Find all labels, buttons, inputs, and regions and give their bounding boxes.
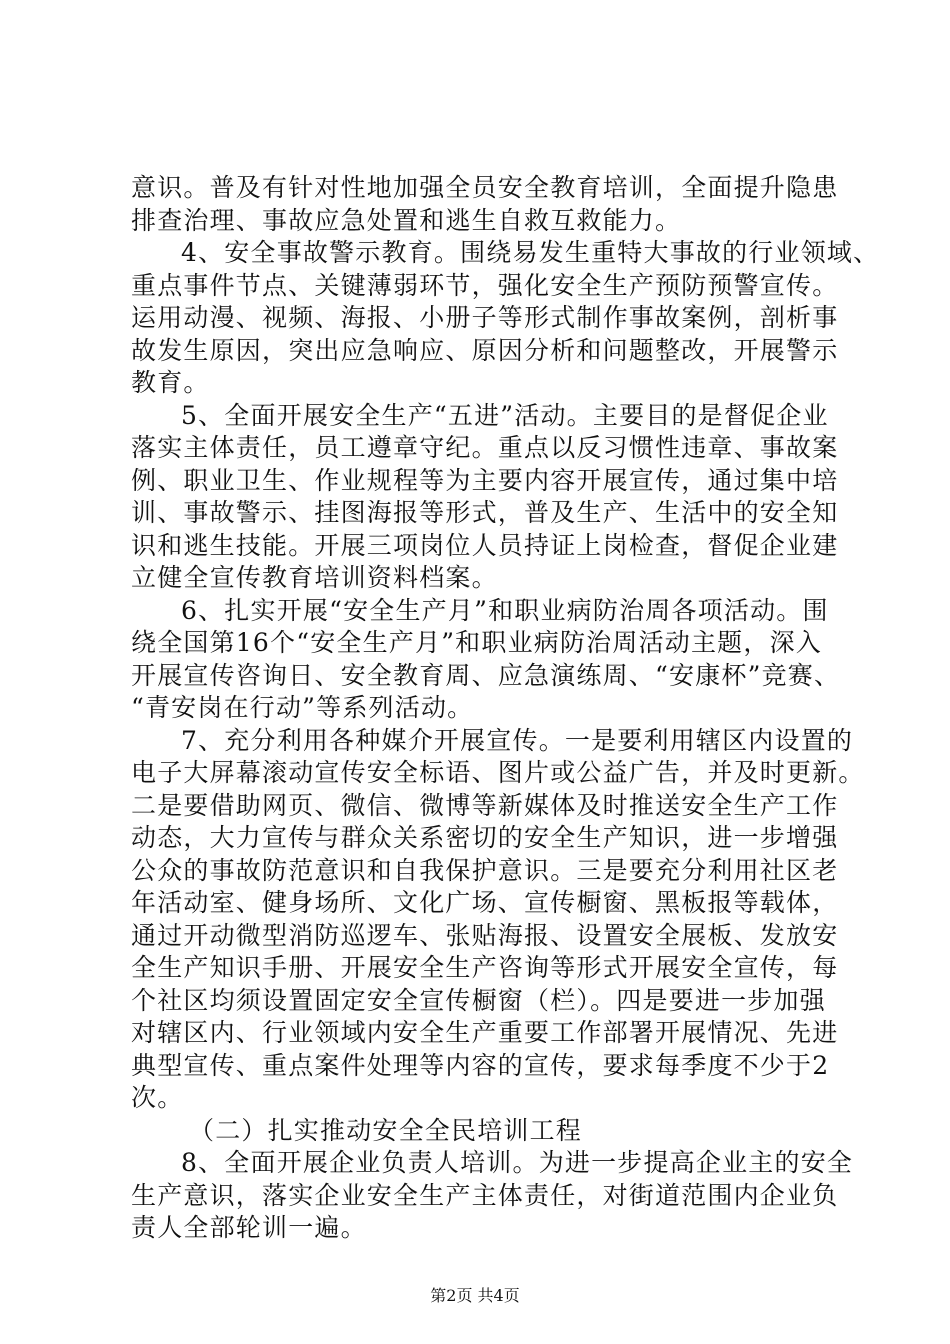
page-footer: 第2页 共4页: [430, 1286, 520, 1305]
text-line: 例、职业卫生、作业规程等为主要内容开展宣传，通过集中培: [131, 465, 839, 495]
paragraph-4-heading: 4、安全事故警示教育。围绕易发生重特大事故的行业领域、: [181, 238, 880, 267]
text-line: 次。: [131, 1083, 184, 1112]
text-line: 通过开动微型消防巡逻车、张贴海报、设置安全展板、发放安: [131, 920, 839, 950]
text-line: 动态，大力宣传与群众关系密切的安全生产知识，进一步增强: [131, 823, 839, 852]
text-line: 立健全宣传教育培训资料档案。: [131, 563, 498, 592]
paragraph-6-heading: 6、扎实开展“安全生产月”和职业病防治周各项活动。围: [181, 595, 829, 625]
text-line: 训、事故警示、挂图海报等形式，普及生产、生活中的安全知: [131, 498, 839, 527]
text-line: 意识。普及有针对性地加强全员安全教育培训，全面提升隐患: [131, 173, 839, 202]
text-line: 运用动漫、视频、海报、小册子等形式制作事故案例，剖析事: [131, 303, 839, 332]
text-line: 年活动室、健身场所、文化广场、宣传橱窗、黑板报等载体，: [131, 888, 839, 917]
document-body: [131, 172, 880, 1245]
text-line: 个社区均须设置固定安全宣传橱窗（栏）。四是要进一步加强: [131, 985, 826, 1015]
paragraph-8-heading: 8、全面开展企业负责人培训。为进一步提高企业主的安全: [181, 1148, 854, 1177]
text-line: 绕全国第16个“安全生产月”和职业病防治周活动主题，深入: [131, 628, 822, 657]
text-line: 落实主体责任，员工遵章守纪。重点以反习惯性违章、事故案: [131, 433, 839, 462]
text-line: 对辖区内、行业领域内安全生产重要工作部署开展情况、先进: [131, 1018, 839, 1047]
text-line: 二是要借助网页、微信、微博等新媒体及时推送安全生产工作: [131, 790, 839, 820]
section-heading: （二）扎实推动安全全民培训工程: [189, 1115, 583, 1145]
text-line: 全生产知识手册、开展安全生产咨询等形式开展安全宣传，每: [131, 953, 839, 982]
text-line: 教育。: [131, 368, 210, 397]
paragraph-7-heading: 7、充分利用各种媒介开展宣传。一是要利用辖区内设置的: [181, 725, 854, 755]
text-line: 责人全部轮训一遍。: [131, 1213, 367, 1242]
text-line: 生产意识，落实企业安全生产主体责任，对街道范围内企业负: [131, 1180, 839, 1210]
paragraph-5-heading: 5、全面开展安全生产“五进”活动。主要目的是督促企业: [181, 400, 829, 430]
text-line: 排查治理、事故应急处置和逃生自救互救能力。: [131, 205, 682, 235]
text-line: 识和逃生技能。开展三项岗位人员持证上岗检查，督促企业建: [131, 530, 839, 560]
text-line: 重点事件节点、关键薄弱环节，强化安全生产预防预警宣传。: [131, 270, 839, 300]
text-line: 公众的事故防范意识和自我保护意识。三是要充分利用社区老: [131, 855, 839, 885]
text-line: 典型宣传、重点案件处理等内容的宣传，要求每季度不少于2: [131, 1050, 830, 1080]
text-line: “青安岗在行动”等系列活动。: [131, 693, 474, 722]
text-line: 故发生原因，突出应急响应、原因分析和问题整改，开展警示: [131, 335, 839, 365]
text-line: 电子大屏幕滚动宣传安全标语、图片或公益广告，并及时更新。: [131, 758, 865, 787]
text-line: 开展宣传咨询日、安全教育周、应急演练周、“安康杯”竞赛、: [131, 660, 841, 690]
